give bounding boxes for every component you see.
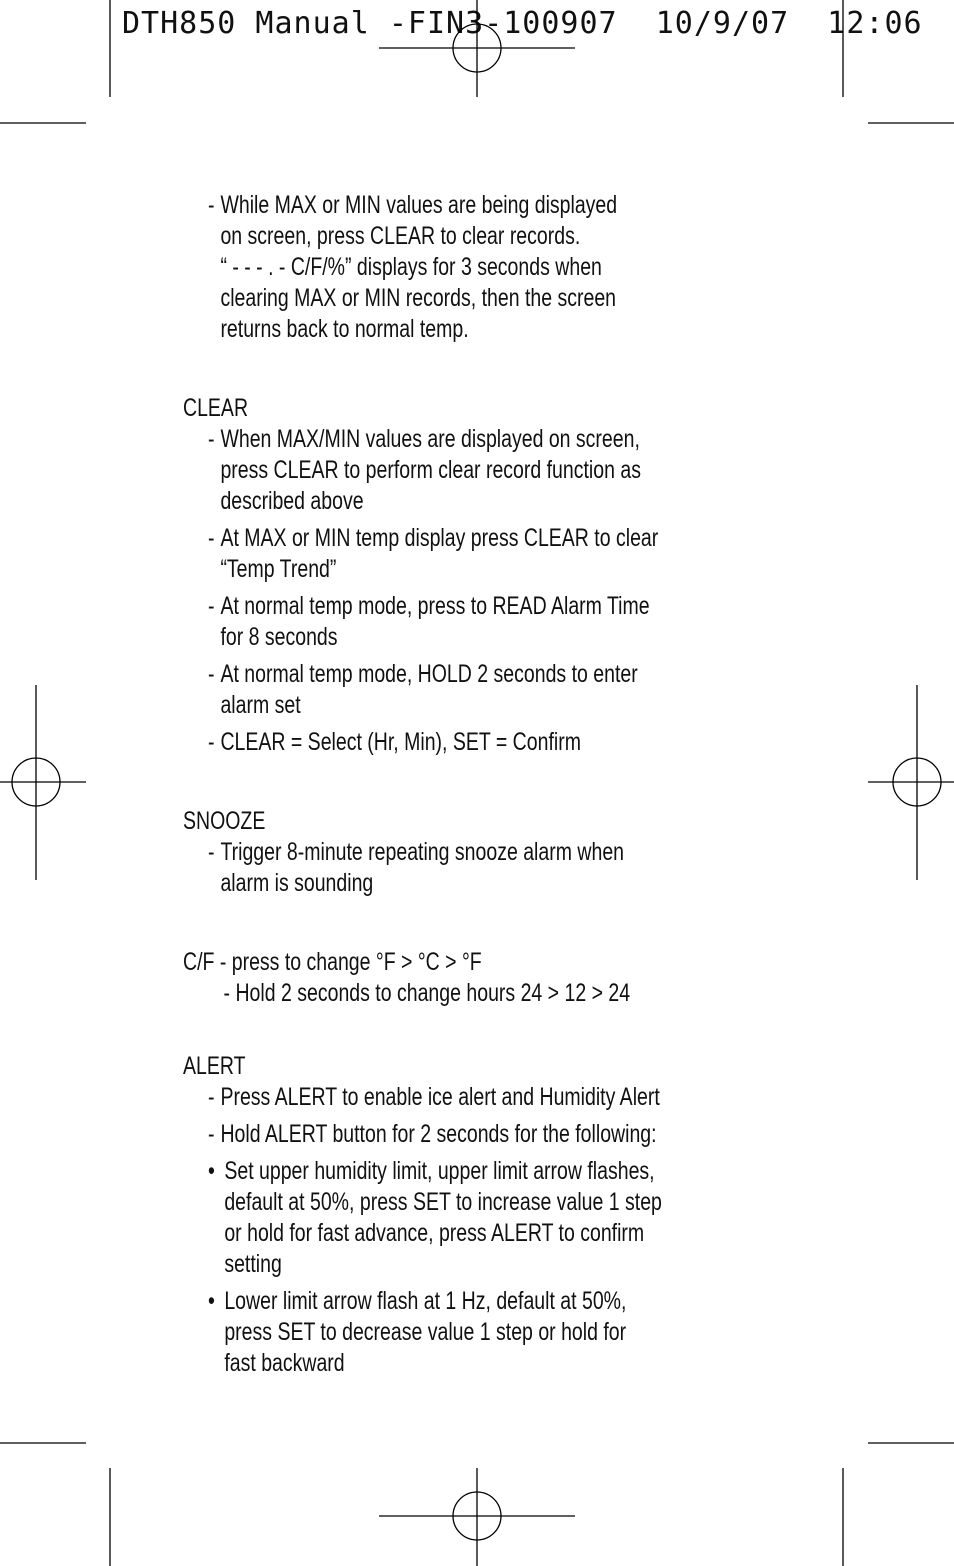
- item-line: At MAX or MIN temp display press CLEAR to clear: [220, 524, 659, 552]
- intro-line: on screen, press CLEAR to clear records.: [220, 222, 581, 250]
- item-line: for 8 seconds: [220, 623, 338, 651]
- item-line: described above: [220, 487, 364, 515]
- item-line: press SET to decrease value 1 step or hold for: [224, 1318, 627, 1346]
- dash-marker: -: [207, 425, 215, 453]
- bullet-marker: •: [207, 1157, 215, 1185]
- item-line: Press ALERT to enable ice alert and Humidity Alert: [220, 1083, 660, 1111]
- item-line: press CLEAR to perform clear record function as: [220, 456, 641, 484]
- cf-sub-line: - Hold 2 seconds to change hours 24 > 12 > 24: [223, 979, 631, 1007]
- item-line: setting: [224, 1250, 282, 1278]
- dash-marker: -: [207, 1120, 215, 1148]
- list-item: [183, 424, 784, 517]
- item-line: “Temp Trend”: [220, 555, 337, 583]
- list-item: [183, 837, 784, 899]
- item-line: Lower limit arrow flash at 1 Hz, default at 50%,: [224, 1287, 627, 1315]
- item-line: Set upper humidity limit, upper limit arrow flashes,: [224, 1157, 655, 1185]
- manual-body: [183, 190, 784, 1385]
- print-slug-header: DTH850 Manual -FIN3-100907 10/9/07 12:06: [122, 6, 923, 41]
- item-line: Hold ALERT button for 2 seconds for the following:: [220, 1120, 657, 1148]
- section-heading-clear: CLEAR: [183, 394, 249, 422]
- list-item: [183, 727, 784, 758]
- section-heading-alert: ALERT: [183, 1052, 246, 1080]
- intro-item: [183, 190, 784, 345]
- intro-line: While MAX or MIN values are being displayed: [220, 191, 618, 219]
- item-line: alarm set: [220, 691, 301, 719]
- dash-marker: -: [207, 660, 215, 688]
- section-heading-snooze: SNOOZE: [183, 807, 266, 835]
- list-item: [183, 523, 784, 585]
- dash-marker: -: [207, 524, 215, 552]
- dash-marker: -: [207, 191, 215, 219]
- dash-marker: -: [207, 592, 215, 620]
- intro-line: clearing MAX or MIN records, then the screen: [220, 284, 617, 312]
- bullet-marker: •: [207, 1287, 215, 1315]
- dash-marker: -: [207, 838, 215, 866]
- intro-line: returns back to normal temp.: [220, 315, 469, 343]
- bullet-item: [183, 1156, 784, 1280]
- item-line: default at 50%, press SET to increase value 1 step: [224, 1188, 662, 1216]
- item-line: or hold for fast advance, press ALERT to confirm: [224, 1219, 645, 1247]
- intro-line: “ - - - . - C/F/%” displays for 3 seconds when: [220, 253, 602, 281]
- item-line: At normal temp mode, HOLD 2 seconds to enter: [220, 660, 638, 688]
- item-line: At normal temp mode, press to READ Alarm Time: [220, 592, 650, 620]
- item-line: fast backward: [224, 1349, 345, 1377]
- list-item: [183, 659, 784, 721]
- cf-line: C/F - press to change °F > °C > °F: [183, 948, 482, 976]
- item-line: Trigger 8-minute repeating snooze alarm when: [220, 838, 625, 866]
- item-line: When MAX/MIN values are displayed on screen,: [220, 425, 640, 453]
- bullet-item: [183, 1286, 784, 1379]
- dash-marker: -: [207, 1083, 215, 1111]
- item-line: CLEAR = Select (Hr, Min), SET = Confirm: [220, 728, 581, 756]
- list-item: [183, 591, 784, 653]
- item-line: alarm is sounding: [220, 869, 374, 897]
- list-item: [183, 1119, 784, 1150]
- dash-marker: -: [207, 728, 215, 756]
- list-item: [183, 1082, 784, 1113]
